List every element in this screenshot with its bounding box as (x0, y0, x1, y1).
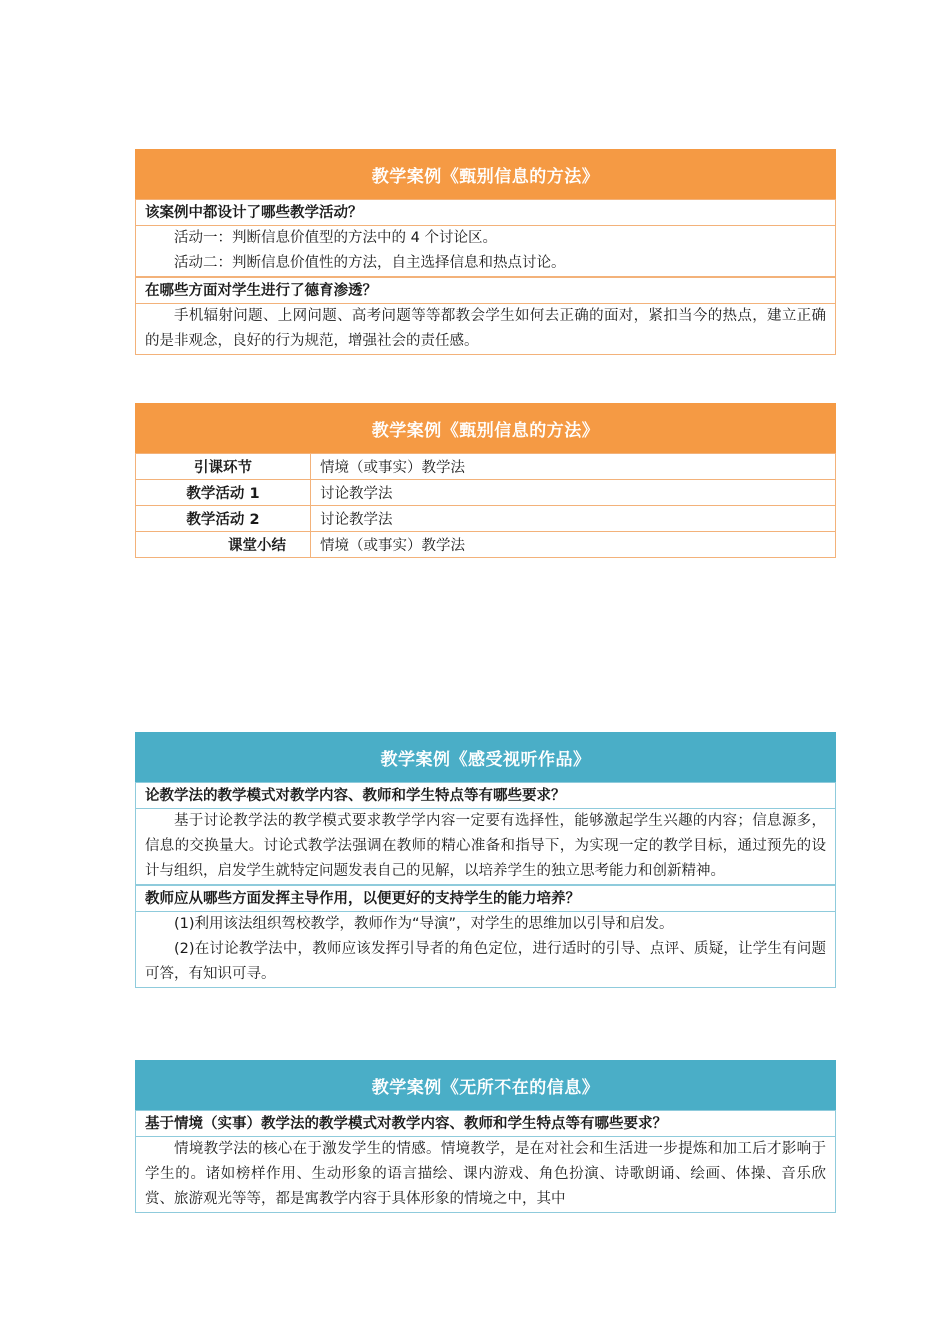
case-body (135, 1110, 836, 1213)
case-card-method-table (135, 403, 836, 558)
case-body (135, 199, 836, 355)
answer-paragraph: 手机辐射问题、上网问题、高考问题等等都教会学生如何去正确的面对，紧扣当今的热点，建立正确的是非观念，良好的行为规范，增强社会的责任感。 (145, 308, 826, 349)
case-body (135, 782, 836, 988)
stage-cell: 引课环节 (136, 454, 311, 480)
method-table (135, 453, 836, 558)
method-cell: 情境（或事实）教学法 (320, 460, 465, 476)
method-cell: 讨论教学法 (311, 480, 836, 506)
answer (136, 809, 835, 885)
case-title: 教学案例《感受视听作品》 (135, 732, 836, 782)
case-card-information-methods (135, 149, 836, 355)
answer (136, 226, 835, 277)
question: 基于情境（实事）教学法的教学模式对教学内容、教师和学生特点等有哪些要求？ (136, 1111, 835, 1137)
stage-cell: 教学活动 1 (136, 480, 311, 506)
answer-paragraph: 情境教学法的核心在于激发学生的情感。情境教学，是在对社会和生活进一步提炼和加工后才影响于学生的。诸如榜样作用、生动形象的语言描绘、课内游戏、角色扮演、诗歌朗诵、绘画、体操、音乐欣赏、旅游观光等等，都是寓教学内容于具体形象的情境之中，其中 (145, 1141, 826, 1207)
answer-line: 活动二：判断信息价值性的方法，自主选择信息和热点讨论。 (174, 255, 566, 271)
answer (136, 1137, 835, 1212)
stage-cell: 课堂小结 (136, 532, 311, 558)
case-card-audiovisual (135, 732, 836, 988)
case-title: 教学案例《无所不在的信息》 (135, 1060, 836, 1110)
answer-line: (2)在讨论教学法中，教师应该发挥引导者的角色定位，进行适时的引导、点评、质疑，让学生有问题可答，有知识可寻。 (145, 941, 826, 982)
case-title: 教学案例《甄别信息的方法》 (135, 149, 836, 199)
answer-paragraph: 基于讨论教学法的教学模式要求教学学内容一定要有选择性，能够激起学生兴趣的内容；信息源多，信息的交换量大。讨论式教学法强调在教师的精心准备和指导下，为实现一定的教学目标，通过预先的设计与组织，启发学生就特定问题发表自己的见解，以培养学生的独立思考能力和创新精神。 (145, 813, 826, 879)
case-title: 教学案例《甄别信息的方法》 (135, 403, 836, 453)
table-row (136, 480, 835, 506)
answer (136, 912, 835, 987)
method-cell: 情境（或事实）教学法 (311, 532, 836, 558)
answer (136, 304, 835, 354)
answer-line: (1)利用该法组织驾校教学，教师作为“导演”，对学生的思维加以引导和启发。 (174, 916, 674, 932)
stage-cell: 教学活动 2 (136, 506, 311, 532)
method-cell: 讨论教学法 (311, 506, 836, 532)
question: 在哪些方面对学生进行了德育渗透？ (136, 277, 835, 304)
table-row (136, 454, 835, 480)
question: 该案例中都设计了哪些教学活动？ (136, 199, 835, 226)
question: 论教学法的教学模式对教学内容、教师和学生特点等有哪些要求？ (136, 783, 835, 809)
answer-line: 活动一：判断信息价值型的方法中的 4 个讨论区。 (174, 230, 497, 246)
table-row (136, 506, 835, 532)
case-card-ubiquitous-info (135, 1060, 836, 1213)
table-row (136, 532, 835, 558)
question: 教师应从哪些方面发挥主导作用，以便更好的支持学生的能力培养？ (136, 885, 835, 912)
